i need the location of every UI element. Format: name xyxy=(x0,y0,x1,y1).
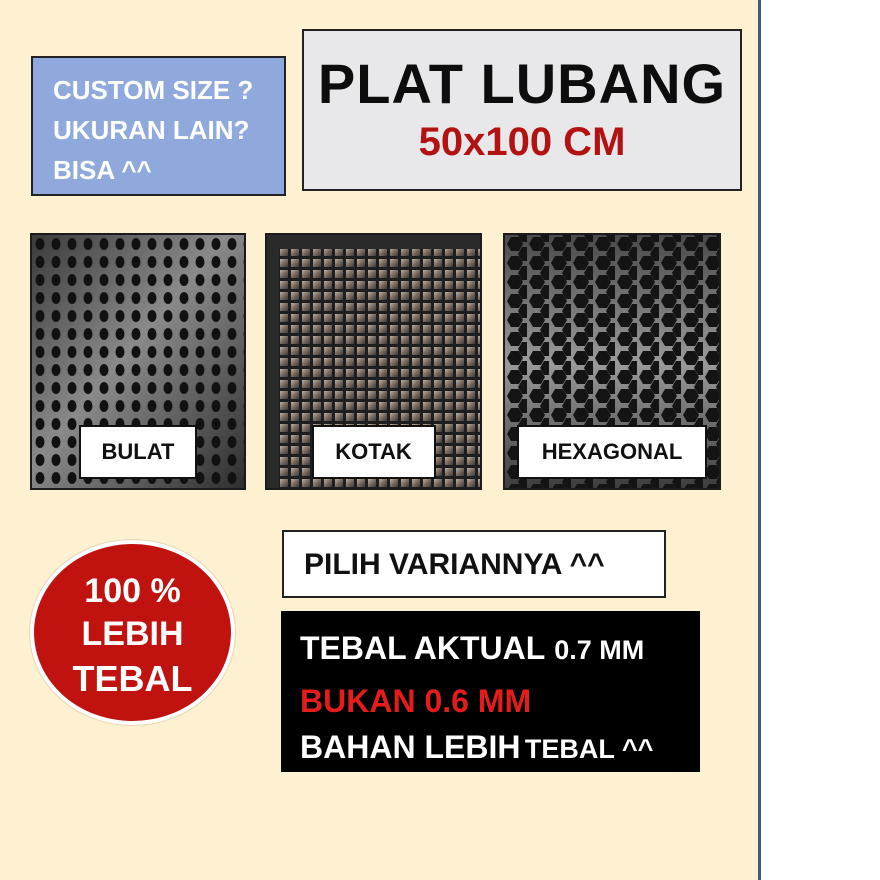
badge-line-2: LEBIH xyxy=(81,615,184,653)
variant-label-hexagonal: HEXAGONAL xyxy=(517,425,707,479)
custom-size-box xyxy=(31,56,286,196)
not-thickness-line: BUKAN 0.6 MM xyxy=(300,683,532,719)
variant-label-square: KOTAK xyxy=(312,425,436,479)
variant-square-card[interactable] xyxy=(265,233,482,490)
thicker-badge xyxy=(30,540,235,725)
product-size: 50x100 CM xyxy=(418,120,626,164)
thickness-info-box xyxy=(281,611,700,772)
info-line-3 xyxy=(300,724,700,777)
material-thicker-suffix: TEBAL ^^ xyxy=(524,734,654,764)
right-edge-divider xyxy=(758,0,761,880)
badge-line-1: 100 % xyxy=(84,572,181,610)
choose-variant-label: PILIH VARIANNYA ^^ xyxy=(282,530,666,598)
variant-round-card[interactable] xyxy=(30,233,246,490)
variant-label-round: BULAT xyxy=(79,425,197,479)
material-thicker-label: BAHAN LEBIH xyxy=(300,729,521,765)
badge-line-3: TEBAL xyxy=(72,658,193,699)
custom-size-line-1: CUSTOM SIZE ? xyxy=(53,75,254,105)
title-box xyxy=(302,29,742,191)
actual-thickness-label: TEBAL AKTUAL xyxy=(300,630,546,666)
custom-size-line-3: BISA ^^ xyxy=(53,155,152,185)
variant-hexagonal-card[interactable] xyxy=(503,233,721,490)
actual-thickness-value: 0.7 MM xyxy=(554,635,645,665)
product-title: PLAT LUBANG xyxy=(317,52,727,115)
info-line-1 xyxy=(300,625,700,678)
custom-size-line-2: UKURAN LAIN? xyxy=(53,115,250,145)
